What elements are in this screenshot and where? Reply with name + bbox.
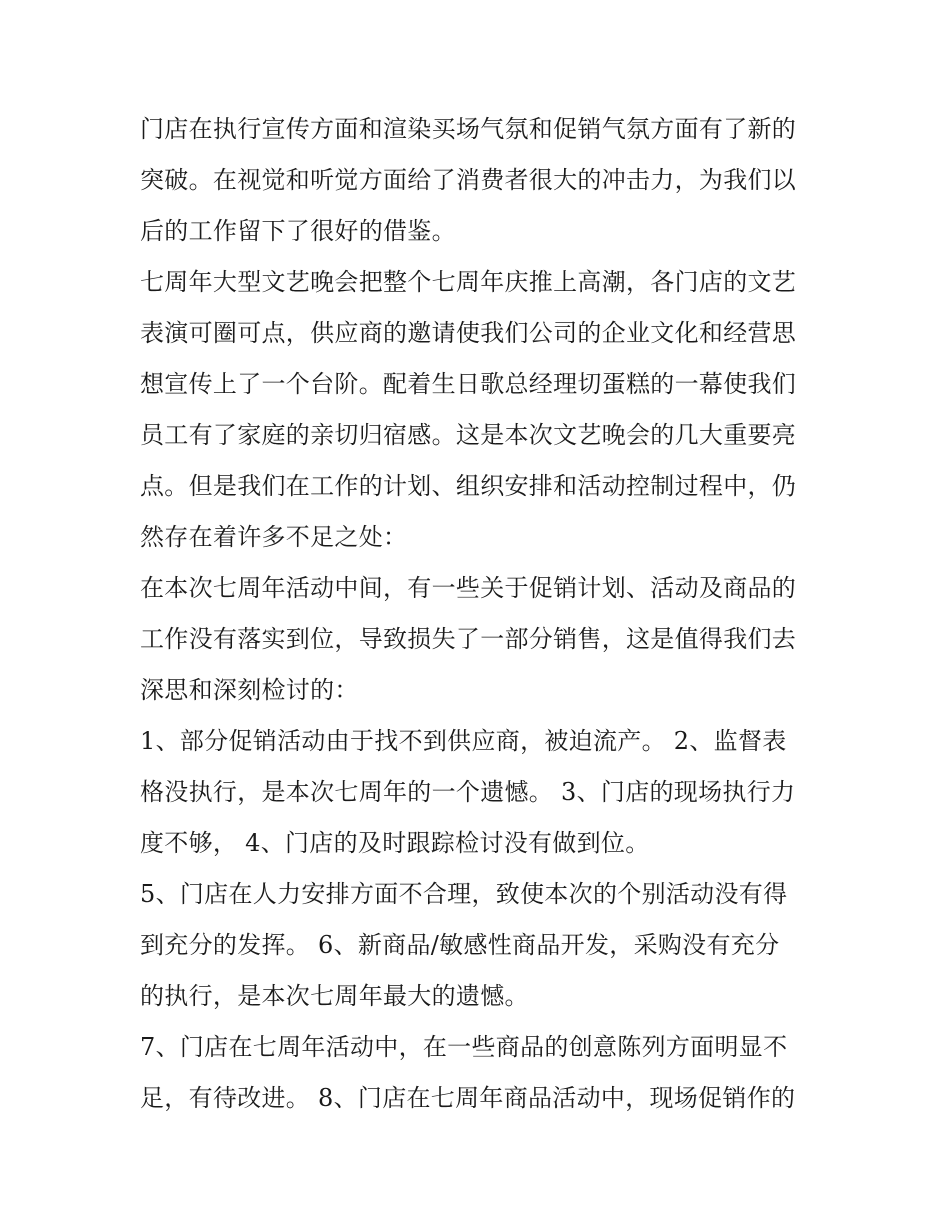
text-line: 员工有了家庭的亲切归宿感。这是本次文艺晚会的几大重要亮: [140, 421, 797, 449]
paragraph-2: [140, 257, 820, 563]
paragraph-4: [140, 716, 820, 869]
text-line: 门店在执行宣传方面和渲染买场气氛和促销气氛方面有了新的: [140, 115, 797, 143]
text-line: 足，有待改进。 8、门店在七周年商品活动中，现场促销作的: [140, 1084, 796, 1112]
text-line: 深思和深刻检讨的：: [140, 676, 359, 704]
text-line: 后的工作留下了很好的借鉴。: [140, 217, 456, 245]
paragraph-3: [140, 563, 820, 716]
text-line: 想宣传上了一个台阶。配着生日歌总经理切蛋糕的一幕使我们: [140, 370, 797, 398]
text-line: 1、部分促销活动由于找不到供应商，被迫流产。 2、监督表: [140, 727, 787, 755]
text-line: 7、门店在七周年活动中，在一些商品的创意陈列方面明显不: [140, 1033, 788, 1061]
text-line: 突破。在视觉和听觉方面给了消费者很大的冲击力，为我们以: [140, 166, 797, 194]
text-line: 5、门店在人力安排方面不合理，致使本次的个别活动没有得: [140, 880, 788, 908]
paragraph-5: [140, 869, 820, 1022]
text-line: 然存在着许多不足之处：: [140, 523, 408, 551]
text-line: 格没执行，是本次七周年的一个遗憾。 3、门店的现场执行力: [140, 778, 796, 806]
text-line: 到充分的发挥。 6、新商品/敏感性商品开发，采购没有充分: [140, 931, 780, 959]
text-line: 度不够， 4、门店的及时跟踪检讨没有做到位。: [140, 829, 650, 857]
paragraph-6: [140, 1022, 820, 1124]
text-line: 工作没有落实到位，导致损失了一部分销售，这是值得我们去: [140, 625, 797, 653]
text-line: 的执行，是本次七周年最大的遗憾。: [140, 982, 529, 1010]
document-body: [140, 104, 820, 1124]
text-line: 七周年大型文艺晚会把整个七周年庆推上高潮，各门店的文艺: [140, 268, 797, 296]
text-line: 在本次七周年活动中间，有一些关于促销计划、活动及商品的: [140, 574, 797, 602]
paragraph-1: [140, 104, 820, 257]
text-line: 表演可圈可点，供应商的邀请使我们公司的企业文化和经营思: [140, 319, 797, 347]
text-line: 点。但是我们在工作的计划、组织安排和活动控制过程中，仍: [140, 472, 797, 500]
